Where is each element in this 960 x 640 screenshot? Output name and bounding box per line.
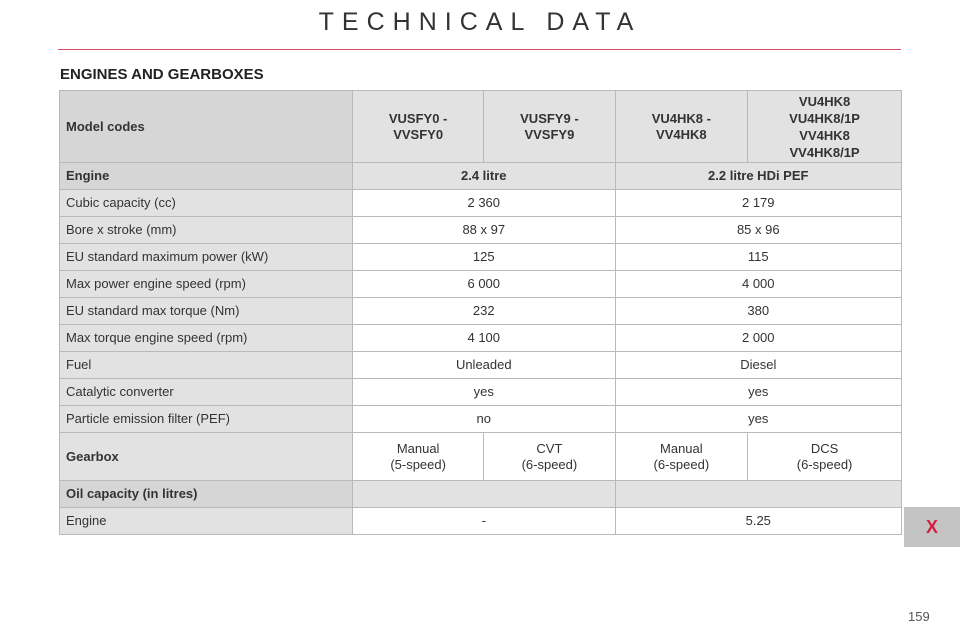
diesel-value: yes bbox=[615, 379, 901, 406]
petrol-value: 2 360 bbox=[353, 190, 616, 217]
gearbox-row bbox=[60, 433, 902, 481]
table-row bbox=[60, 271, 902, 298]
diesel-value: 5.25 bbox=[615, 508, 901, 535]
gearbox-cell: Manual (5-speed) bbox=[353, 433, 484, 481]
technical-data-table bbox=[59, 90, 902, 535]
section-heading: ENGINES AND GEARBOXES bbox=[60, 66, 264, 83]
model-codes-label: Model codes bbox=[60, 91, 353, 163]
diesel-value: 2 000 bbox=[615, 325, 901, 352]
row-label: Max power engine speed (rpm) bbox=[60, 271, 353, 298]
gearbox-label: Gearbox bbox=[60, 433, 353, 481]
table-row bbox=[60, 379, 902, 406]
diesel-value: 2 179 bbox=[615, 190, 901, 217]
row-label: Bore x stroke (mm) bbox=[60, 217, 353, 244]
row-label: EU standard max torque (Nm) bbox=[60, 298, 353, 325]
row-label: Cubic capacity (cc) bbox=[60, 190, 353, 217]
model-code-cell: VU4HK8 - VV4HK8 bbox=[615, 91, 748, 163]
gearbox-cell: CVT (6-speed) bbox=[484, 433, 615, 481]
model-code-cell: VU4HK8 VU4HK8/1P VV4HK8 VV4HK8/1P bbox=[748, 91, 902, 163]
title-divider bbox=[58, 49, 901, 50]
diesel-engine-cell: 2.2 litre HDi PEF bbox=[615, 163, 901, 190]
petrol-value: 232 bbox=[353, 298, 616, 325]
page-number: 159 bbox=[908, 609, 930, 624]
section-tab-letter: X bbox=[925, 516, 938, 537]
petrol-value: 125 bbox=[353, 244, 616, 271]
petrol-value: - bbox=[353, 508, 616, 535]
row-label: EU standard maximum power (kW) bbox=[60, 244, 353, 271]
diesel-value: 380 bbox=[615, 298, 901, 325]
table-row bbox=[60, 217, 902, 244]
table-row bbox=[60, 508, 902, 535]
section-tab[interactable] bbox=[904, 507, 960, 547]
row-label: Fuel bbox=[60, 352, 353, 379]
model-code-cell: VUSFY0 - VVSFY0 bbox=[353, 91, 484, 163]
row-label: Engine bbox=[60, 508, 353, 535]
empty-cell bbox=[615, 481, 901, 508]
petrol-value: 6 000 bbox=[353, 271, 616, 298]
row-label: Particle emission filter (PEF) bbox=[60, 406, 353, 433]
petrol-value: yes bbox=[353, 379, 616, 406]
table-row bbox=[60, 298, 902, 325]
gearbox-cell: Manual (6-speed) bbox=[615, 433, 748, 481]
petrol-value: no bbox=[353, 406, 616, 433]
table-row bbox=[60, 190, 902, 217]
table-row bbox=[60, 352, 902, 379]
petrol-value: Unleaded bbox=[353, 352, 616, 379]
gearbox-cell: DCS (6-speed) bbox=[748, 433, 902, 481]
diesel-value: 85 x 96 bbox=[615, 217, 901, 244]
petrol-engine-cell: 2.4 litre bbox=[353, 163, 616, 190]
diesel-value: 4 000 bbox=[615, 271, 901, 298]
petrol-value: 88 x 97 bbox=[353, 217, 616, 244]
page-title: TECHNICAL DATA bbox=[318, 8, 642, 36]
table-row bbox=[60, 325, 902, 352]
table-row bbox=[60, 406, 902, 433]
model-code-cell: VUSFY9 - VVSFY9 bbox=[484, 91, 615, 163]
row-label: Catalytic converter bbox=[60, 379, 353, 406]
diesel-value: yes bbox=[615, 406, 901, 433]
engine-row bbox=[60, 163, 902, 190]
model-codes-row bbox=[60, 91, 902, 163]
table-row bbox=[60, 244, 902, 271]
diesel-value: Diesel bbox=[615, 352, 901, 379]
engine-label: Engine bbox=[60, 163, 353, 190]
petrol-value: 4 100 bbox=[353, 325, 616, 352]
oil-capacity-row bbox=[60, 481, 902, 508]
empty-cell bbox=[353, 481, 616, 508]
diesel-value: 115 bbox=[615, 244, 901, 271]
oil-capacity-label: Oil capacity (in litres) bbox=[60, 481, 353, 508]
row-label: Max torque engine speed (rpm) bbox=[60, 325, 353, 352]
